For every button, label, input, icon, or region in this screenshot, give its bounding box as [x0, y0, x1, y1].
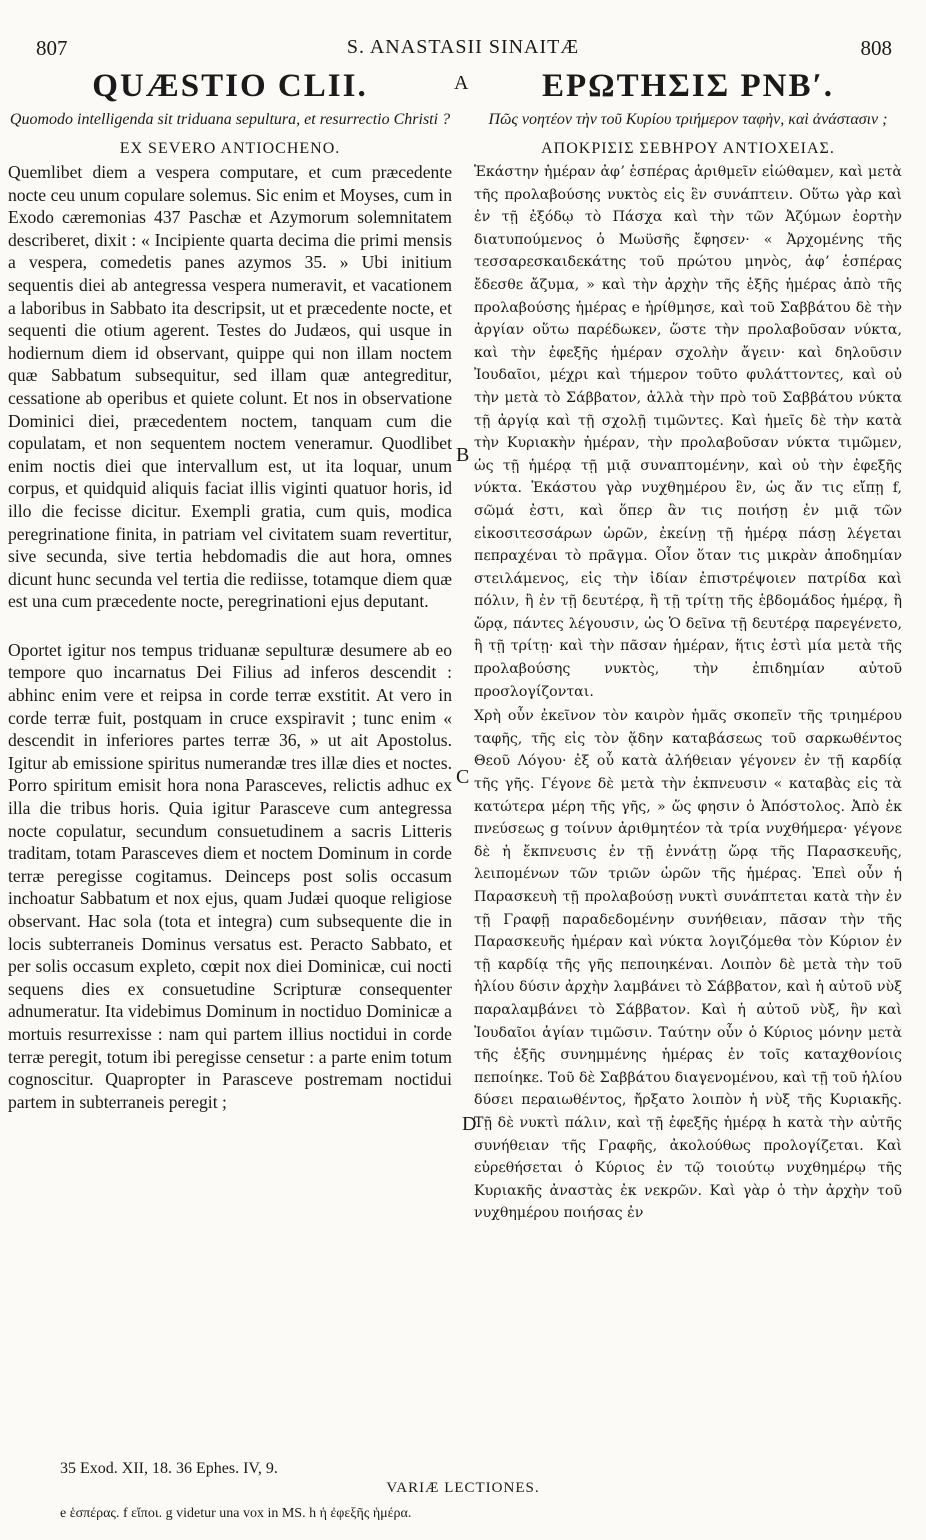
marker-b: B — [456, 444, 470, 466]
greek-subhead: ΑΠΟΚΡΙΣΙΣ ΣΕΒΗΡΟΥ ΑΝΤΙΟΧΕΙΑΣ. — [541, 140, 835, 157]
greek-title: ΕΡΩΤΗΣΙΣ ΡΝΒʹ. — [541, 68, 835, 104]
marker-a: A — [454, 72, 469, 94]
marker-c: C — [456, 766, 470, 788]
latin-column — [8, 66, 452, 1113]
footnotes: 35 Exod. XII, 18. 36 Ephes. IV, 9. — [60, 1460, 278, 1477]
greek-paragraph-1: Ἑκάστην ἡμέραν ἀφʼ ἑσπέρας ἀριθμεῖν εἰώθαμεν, καὶ μετὰ τῆς προλαβούσης νυκτὸς εἰς ἓν συνάπτειν. Οὕτω γὰρ καὶ ἐν τῇ ἐξόδῳ τὸ Πάσχα καὶ τὴν τῶν Ἀζύμων ἑορτὴν διατυπούμενος ὁ Μωϋσῆς ἔφησεν· « Ἀρχομένης τῆς τεσσαρεσκαιδεκάτης τοῦ πρώτου μηνὸς, ἀφʼ ἑσπέρας ἔδεσθε ἄζυμα, » καὶ τὴν ἀρχὴν τῆς ἑξῆς ἡμέρας ἀπὸ τῆς προλαβούσης ἡμέρας e ἠρίθμησε, καὶ τοῦ Σαββάτου δὲ τὴν ἀργίαν οὕτω παρέδωκεν, ὥστε τὴν προλαβοῦσαν νύκτα, καὶ τὴν ἐφεξῆς ἡμέραν σχολὴν ἄγειν· καὶ δηλοῦσιν Ἰουδαῖοι, μέχρι καὶ τήμερον τοῦτο φυλάττοντες, καὶ οὐ τὴν μετὰ τὸ Σάββατον, ἀλλὰ τὴν πρὸ τοῦ Σαββάτου νύκτα τῇ ἀργίᾳ καὶ τῇ σχολῇ τιμῶντες. Καὶ ἡμεῖς δὲ τὴν κατὰ τὴν Κυριακὴν ἡμέραν, τὴν προλαβοῦσαν νύκτα τιμῶμεν, ὡς τῇ ἡμέρᾳ τῇ μιᾷ συναπτομένην, καὶ οὐ τὴν ἐφεξῆς νύκτα. Ἑκάστου γὰρ νυχθημέρου ἓν, ὡς ἄν τις εἴπῃ f, σῶμά ἐστι, καὶ ὅπερ ἂν τις ποιήσῃ ἐν μιᾷ τῶν εἰκοσιτεσσάρων ὡρῶν, ἐκείνῃ τῇ ἡμέρᾳ πάσῃ λέγεται πεπραχέναι τὸ πρᾶγμα. Οἷον ὅταν τις μικρὰν ἀποδημίαν στειλάμενος, εἰς τὴν ἰδίαν ἐπιστρέψοιεν πατρίδα καὶ πόλιν, ἢ ἐν τῇ δευτέρᾳ, ἢ τῇ τρίτῃ τῆς ἑβδομάδος ἡμέρᾳ, ἢ ὥρᾳ, πάντες λέγουσιν, ὡς Ὁ δεῖνα τῇ δευτέρᾳ παρεγένετο, ἢ τῇ τρίτῃ· καὶ τὴν πᾶσαν ἡμέραν, ἥτις ἐστὶ μία μετὰ τῆς προλαβούσης νυκτὸς, τὴν ἐπιδημίαν αὐτοῦ προσλογίζονται. — [474, 164, 902, 700]
greek-column — [474, 66, 902, 1225]
greek-paragraph-2: Χρὴ οὖν ἐκεῖνον τὸν καιρὸν ἡμᾶς σκοπεῖν τῆς τριημέρου ταφῆς, τῆς εἰς τὸν ᾅδην καταβάσεως τοῦ σαρκωθέντος Θεοῦ Λόγου· ἐξ οὗ κατὰ ἀλήθειαν γέγονεν ἐν τῇ καρδίᾳ τῆς γῆς. Γέγονε δὲ μετὰ τὴν ἐκπνευσιν « καταβὰς εἰς τὰ κατώτερα μέρη τῆς γῆς, » ὥς φησιν ὁ Ἀπόστολος. Ἀπὸ ἐκ πνεύσεως g τοίνυν ἀριθμητέον τὰ τρία νυχθήμερα· γέγονε δὲ ἡ ἔκπνευσις ἐν τῇ ἐννάτῃ ὥρᾳ τῆς Παρασκευῆς, λειπομένων τῶν τριῶν ὡρῶν τῆς ἡμέρας. Ἐπεὶ οὖν ἡ Παρασκευὴ τῇ προλαβούσῃ νυκτὶ συνάπτεται κατὰ τὴν ἐν τῇ Γραφῇ παραδεδομένην συνήθειαν, πᾶσαν τὴν τῆς Παρασκευῆς ἡμέραν καὶ νύκτα λογιζόμεθα τὸν Κύριον ἐν τῇ καρδίᾳ τῆς γῆς πεποιηκέναι. Λοιπὸν δὲ μετὰ τὴν τοῦ ἡλίου δύσιν ἀρχὴν λαμβάνει τὸ Σάββατον, καὶ ἡ αὐτοῦ νὺξ παραλαμβάνει τὸ Σάββατον. Καὶ ἡ αὐτοῦ νὺξ, ἣν καὶ Ἰουδαῖοι ἁγίαν τιμῶσιν. Ταύτην οὖν ὁ Κύριος μόνην μετὰ τῆς ἑξῆς συνημμένης ἡμέρας ἐν τοῖς καταχθονίοις πεποίηκε. Τοῦ δὲ Σαββάτου διαγενομένου, καὶ τῇ τοῦ ἡλίου δύσει περαιωθέντος, ἤρξατο λοιπὸν ἡ νὺξ τῆς Κυριακῆς. Τῇ δὲ νυκτὶ πάλιν, καὶ τῇ ἐφεξῆς ἡμέρᾳ h κατὰ τὴν αὐτῆς συνήθειαν τῆς Γραφῆς, ἀκολούθως προλογίζεται. Καὶ εὑρεθήσεται ὁ Κύριος ἐν τῷ τοιούτῳ νυχθημέρῳ τῆς Κυριακῆς ἀναστὰς ἐκ νεκρῶν. Καὶ γὰρ ὁ τὴν ἀρχὴν τοῦ νυχθημέρου ποιήσας ἐν — [474, 708, 902, 1222]
latin-title: QUÆSTIO CLII. — [92, 68, 368, 104]
running-title: S. ANASTASII SINAITÆ — [346, 36, 580, 58]
marker-d: D — [462, 1113, 477, 1135]
latin-paragraph-2: Oportet igitur nos tempus triduanæ sepulturæ desumere ab eo tempore quo incarnatus Dei Filius ad inferos descendit : abhinc enim vere et reipsa in corde terræ exstitit. At vero in corde terræ fuit, postquam in cruce exspiravit ; tunc enim « descendit in inferiores partes terræ 36, » ut ait Apostolus. Igitur ab emissione spiritus numerandæ tres illæ dies et noctes. Porro spiritum emisit hora nona Parasceves, relictis adhuc ex illa die tribus horis. Quia igitur Parasceve cum antegressa nocte copulatur, secundum consuetudinem a sacris Litteris traditam, totam Parasceves diem et noctem Dominum in corde terræ peregisse cogitamus. Deinceps post solis occasum inchoatur Sabbatum et nox ejus, quam Judæi quoque religiose observant. Hac sola (tota et integra) cum subsequente die in locis subterraneis Dominus versatus est. Peracto Sabbato, et per solis occasum expleto, cœpit nox diei Dominicæ, cui nocti sequens dies ex consuetudine Scripturæ consequenter adnumeratur. Ita videbimus Dominum in noctiduo Dominicæ a mortuis resurrexisse : nam qui partem illius noctidui in corde terræ peregit, totum ibi peregisse censetur : a parte enim totum cognoscitur. Quapropter in Parasceve postremam noctidui partem in subterraneis peregit ; — [8, 639, 452, 1112]
latin-paragraph-1: Quemlibet diem a vespera computare, et cum præcedente nocte ceu unum copulare solemus. Sic enim et Moyses, cum in Exodo cæremonias 437 Paschæ et Azymorum solemnitatem describeret, dixit : « Incipiente quarta decima die primi mensis a vespera, comedetis panes azymos 35. » Ubi initium sequentis diei ab antegressa vespera numeravit, et vacationem a laboribus in Sabbato ita descripsit, ut et præcedente nocte, et sequenti die otium agerent. Testes do Judæos, qui usque in hodiernum diem id observant, quippe qui non illam noctem quæ Sabbatum subsequitur, sed illam quæ antegreditur, cessatione ab operibus et quiete colunt. Et nos in observatione Dominici diei, præcedentem noctem, tanquam cum die copulatam, et non sequentem noctem veneramur. Quodlibet enim noctis diei que intervallum est, ut ita loquar, unum corpus, et quidquid aliquis faciat illis viginti quatuor horis, id illo die fecisse dicitur. Exempli gratia, cum quis, modica peregrinatione finita, in patriam vel civitatem suam revertitur, sive secunda, sive tertia hebdomadis die aut hora, omnes dicunt hunc secunda vel tertia die rediisse, totamque diem quæ est una cum præcedente nocte, peregrinationi ejus deputant. — [8, 162, 452, 612]
page-number-left: 807 — [36, 36, 68, 60]
page-number-right: 808 — [860, 36, 892, 60]
variae-lectiones-list: e ἑσπέρας. f εἴποι. g videtur una vox in MS. h ἡ ἐφεξῆς ἡμέρα. — [60, 1506, 412, 1521]
variae-lectiones-heading: VARIÆ LECTIONES. — [386, 1480, 540, 1496]
latin-subtitle: Quomodo intelligenda sit triduana sepultura, et resurrectio Christi ? — [9, 111, 451, 128]
greek-subtitle: Πῶς νοητέον τὴν τοῦ Κυρίου τριήμερον ταφὴν, καὶ ἀνάστασιν ; — [488, 111, 888, 128]
latin-subhead: EX SEVERO ANTIOCHENO. — [119, 140, 341, 157]
